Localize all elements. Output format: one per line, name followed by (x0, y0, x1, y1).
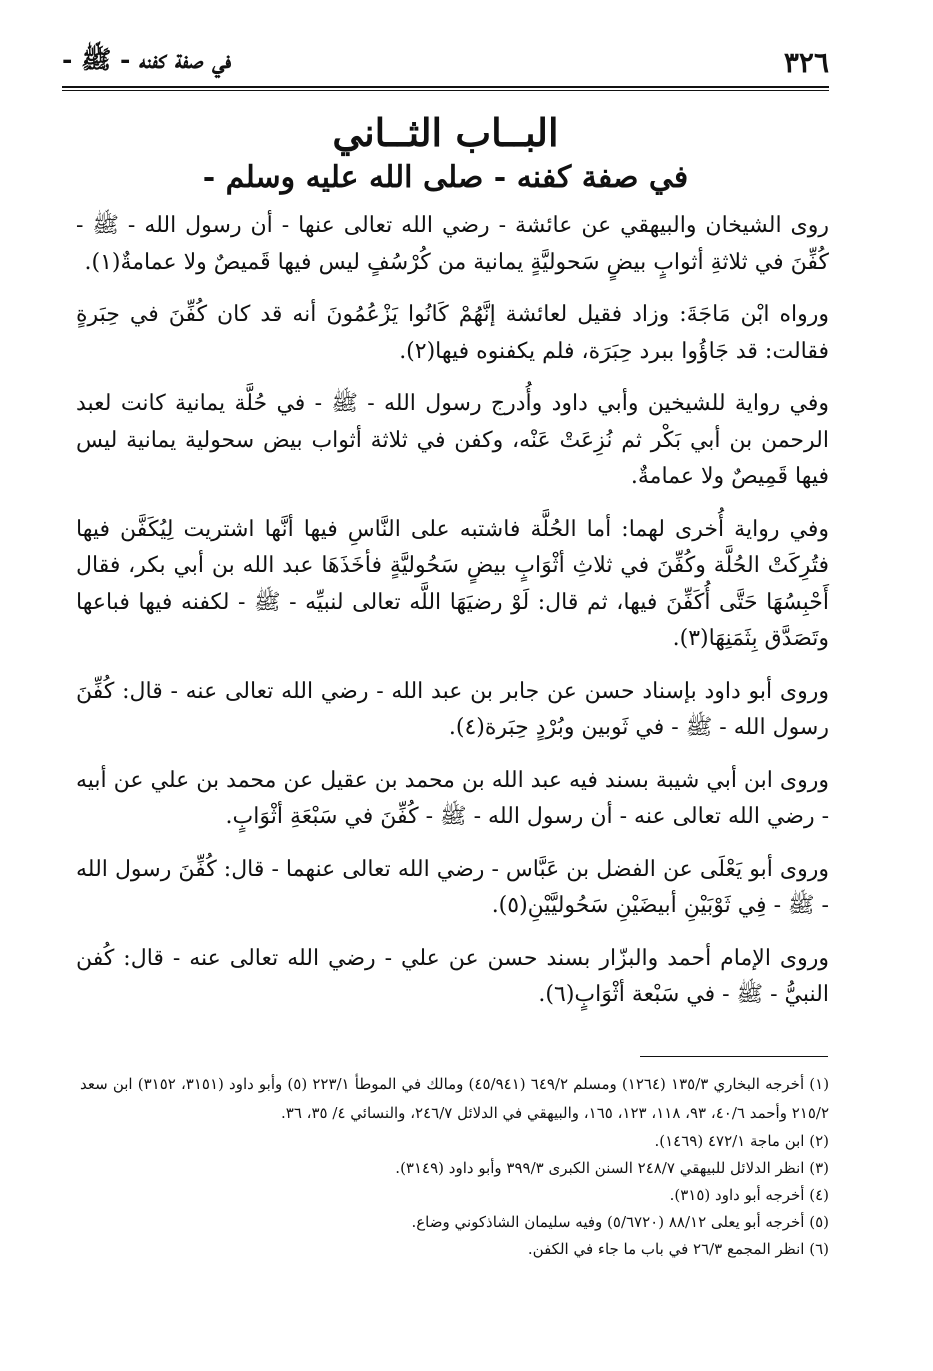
footnote-2: (٢) ابن ماجة ٤٧٢/١ (١٤٦٩). (654, 1132, 829, 1150)
footnote-1: (١) أخرجه البخاري ١٣٥/٣ (١٢٦٤) ومسلم ٦٤٩/٢ (٤٥/٩٤١) ومالك في الموطأ ٢٢٣/١ (٥) وأبو داود (٣١٥١، ٣١٥٢) ابن سعد ٢١٥/٢ وأحمد ٤٠/٦، ٩٣، ١١٨، ١٢٣، ١٦٥، والبيهقي في الدلائل ٢٤٦/٧، والنسائي ٤/ ٣٥، ٣٦. (80, 1075, 830, 1122)
running-title: في صفة كفنه - ﷺ - (62, 44, 232, 74)
footnote-4: (٤) أخرجه أبو داود (٣١٥). (669, 1186, 829, 1204)
footnote-separator (640, 1056, 828, 1057)
chapter-title: البــاب الثــاني (332, 110, 559, 155)
paragraph-5: وروى أبو داود بإسناد حسن عن جابر بن عبد الله - رضي الله تعالى عنه - قال: كُفِّنَ رسول الله - ﷺ - في ثَوبين وبُرْدٍ حِبَرة(٤). (76, 678, 829, 740)
chapter-subtitle: في صفة كفنه - صلى الله عليه وسلم - (202, 160, 689, 195)
paragraph-2: ورواه ابْن مَاجَةَ: وزاد فقيل لعائشة إنَّهُمْ كَانُوا يَزْعُمُونَ أنه قد كان كُفِّنَ في حِبَرةٍ فقالت: قد جَاؤُوا ببرد حِبَرَة، فلم يكفنوه فيها(٢). (76, 302, 829, 364)
page-number: ٣٢٦ (783, 45, 829, 79)
footnote-5: (٥) أخرجه أبو يعلى ٨٨/١٢ (٥/٦٧٢٠) وفيه سليمان الشاذكوني وضاع. (411, 1213, 829, 1231)
paragraph-3: وفي رواية للشيخين وأبي داود وأُدرج رسول الله - ﷺ - في حُلَّة يمانية كانت لعبد الرحمن بن أبي بَكْر ثم نُزِعَتْ عَنْه، وكفن في ثلاثة أثواب بيض سحولية يمانية ليس فيها قَمِيصٌ ولا عمامةٌ. (76, 391, 829, 489)
body-text (76, 208, 829, 1030)
paragraph-1: روى الشيخان والبيهقي عن عائشة - رضي الله تعالى عنها - أن رسول الله - ﷺ - كُفِّنَ في ثلاثةِ أثوابٍ بيضٍ سَحوليَّةٍ يمانية من كُرْسُفٍ ليس فيها قَميصٌ ولا عمامةٌ(١). (76, 213, 829, 275)
footnotes (80, 1070, 829, 1263)
paragraph-4: وفي رواية أُخرى لهما: أما الحُلَّة فاشتبه على النَّاسِ فيها أنَّها اشتريت لِيُكَفَّن فيها فتُرِكَتْ الحُلَّة وكُفِّنَ في ثلاثِ أثْوَابٍ بيضٍ سَحُوليَّةٍ فأخَذَهَا عبد الله بن أبي بكر، فقال أَحْبِسُهَا حَتَّى أُكَفِّنَ فيها، ثم قال: لَوْ رضيَهَا اللَّه تعالى لنبيِّه - ﷺ - لكفنه فيها فباعها وتَصَدَّق بِثَمَنِهَا(٣). (76, 516, 829, 651)
paragraph-8: وروى الإمام أحمد والبزّار بسند حسن عن علي - رضي الله تعالى عنه - قال: كُفن النبيُّ - ﷺ - في سَبْعة أثْوَابٍ(٦). (76, 945, 829, 1007)
footnote-6: (٦) انظر المجمع ٢٦/٣ في باب ما جاء في الكفن. (527, 1240, 829, 1258)
header-rule-thin (62, 90, 829, 91)
paragraph-6: وروى ابن أبي شيبة بسند فيه عبد الله بن محمد بن عقيل عن محمد بن علي عن أبيه - رضي الله تعالى عنه - أن رسول الله - ﷺ - كُفِّنَ في سَبْعَةِ أثْوَابٍ. (76, 767, 829, 829)
running-header (62, 40, 829, 84)
header-rule (62, 86, 829, 88)
paragraph-7: وروى أبو يَعْلَى عن الفضل بن عَبَّاس - رضي الله تعالى عنهما - قال: كُفِّنَ رسول الله - ﷺ - فِي ثَوْبَيْنِ أبيضَيْنِ سَحُوليَّيْنِ(٥). (76, 856, 829, 918)
footnote-3: (٣) انظر الدلائل للبيهقي ٢٤٨/٧ السنن الكبرى ٣٩٩/٣ وأبو داود (٣١٤٩). (395, 1159, 829, 1177)
